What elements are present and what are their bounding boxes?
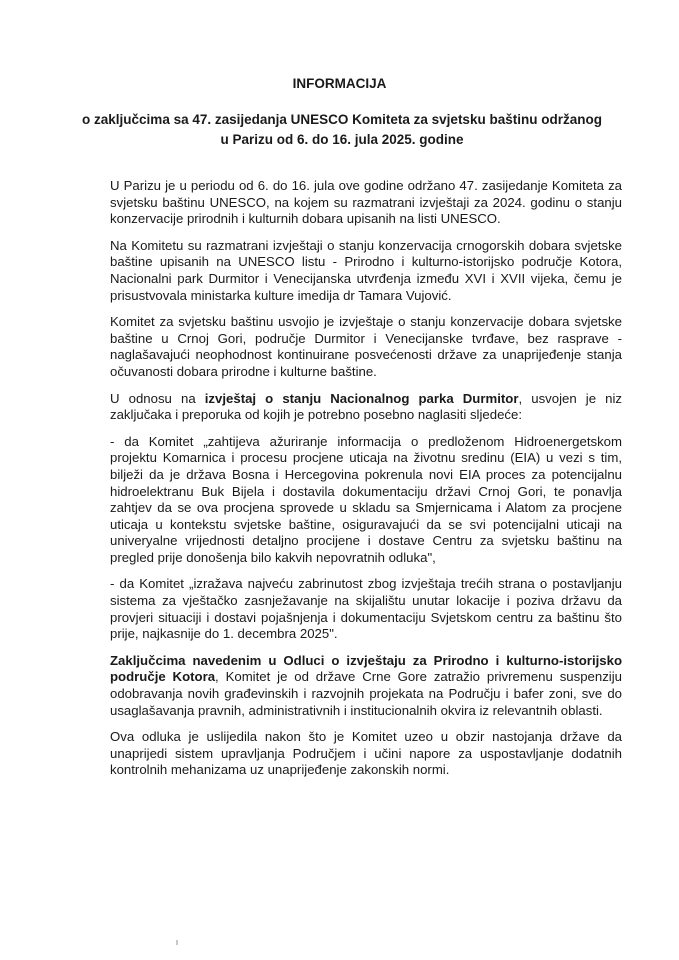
paragraph-closing: Ova odluka je uslijedila nakon što je Komitet uzeo u obzir nastojanja države da unaprijedi sistem upravljanja Područjem i učini napore za uspostavljanje dodatnih kontrolnih mehanizama uz unaprijeđenje zakonskih normi.	[110, 729, 622, 778]
scan-mark	[176, 940, 178, 945]
durmitor-report-bold: izvještaj o stanju Nacionalnog parka Durmitor	[204, 390, 519, 406]
paragraph-komarnica-conclusion: - da Komitet „zahtijeva ažuriranje informacija o predloženom Hidroenergetskom projektu Komarnica i procesu procjene uticaja na životnu sredinu (EIA) u vezi s tim, bilježi da je država Bosna i Hercegovina pokrenula novi EIA proces za potencijalnu hidroelektranu Buk Bijela i dostavila dokumentaciju državi Crnoj Gori, te ponavlja zahtjev da se ova procjena sprovede u skladu sa Smjernicama i Alatom za procjene uticaja u kontekstu svjetske baštine, osiguravajući da se svi potencijalni uticaji na univeryalne vrijednosti detaljno procijene i dostave Centru za svjetsku baštinu na pregled prije donošenja bilo kakvih nepovratnih odluka",	[110, 433, 622, 565]
paragraph-adoption: Komitet za svjetsku baštinu usvojio je izvještaje o stanju konzervacije dobara svjetske baštine u Crnoj Gori, područje Durmitor i Venecijanske tvrđave, bez rasprave - naglašavajući neophodnost kontinuirane posvećenosti države za unaprijeđenje stanja očuvanosti dobara prirodne i kulturne baštine.	[110, 314, 622, 379]
paragraph-intro: U Parizu je u periodu od 6. do 16. jula ove godine održano 47. zasijedanje Komiteta za svjetsku baštinu UNESCO, na kojem su razmatrani izvještaji za 2024. godinu o stanju konzervacije prirodnih i kulturnih dobara upisanih na listi UNESCO.	[110, 178, 622, 227]
kotor-decision-bold: Zaključcima navedenim u Odluci o izvještaju za Prirodno i kulturno-istorijsko područje Kotora	[110, 652, 622, 685]
paragraph-durmitor-intro	[110, 391, 622, 424]
kotor-decision-rest: , Komitet je od države Crne Gore zatražio privremenu suspenziju odobravanja novih građevinskih i razvojnih projekata na Području i bafer zoni, sve do usaglašavanja pravnih, administrativnih i institucionalnih okvira iz relevantnih oblasti.	[110, 669, 623, 718]
paragraph-reports: Na Komitetu su razmatrani izvještaji o stanju konzervacija crnogorskih dobara svjetske baštine upisanih na UNESCO listu - Prirodno i kulturno-istorijsko područje Kotora, Nacionalni park Durmitor i Venecijanska utvrđenja između XVI i XVII vijeka, čemu je prisustvovala ministarka kulture imedija dr Tamara Vujović.	[110, 237, 622, 303]
durmitor-intro-end: , usvojen je niz zaključaka i preporuka od kojih je potrebno posebno naglasiti sljedeće:	[110, 390, 623, 423]
document-title: INFORMACIJA	[292, 76, 387, 91]
document-body	[110, 178, 622, 789]
paragraph-snowmaking-conclusion: - da Komitet „izražava najveću zabrinutost zbog izvještaja trećih strana o postavljanju sistema za vještačko zasnježavanje na skijalištu unutar lokacije i poziva državu da provjeri situaciji i dostavi pojašnjenja i dokumentaciju Svjetskom centru za baštinu što prije, najkasnije do 1. decembra 2025".	[110, 576, 622, 642]
durmitor-intro-start: U odnosu na	[110, 390, 205, 406]
paragraph-kotor-decision	[110, 653, 622, 719]
document-subtitle: o zaključcima sa 47. zasijedanja UNESCO Komiteta za svjetsku baštinu održanog u Parizu od 6. do 16. jula 2025. godine	[82, 112, 602, 147]
